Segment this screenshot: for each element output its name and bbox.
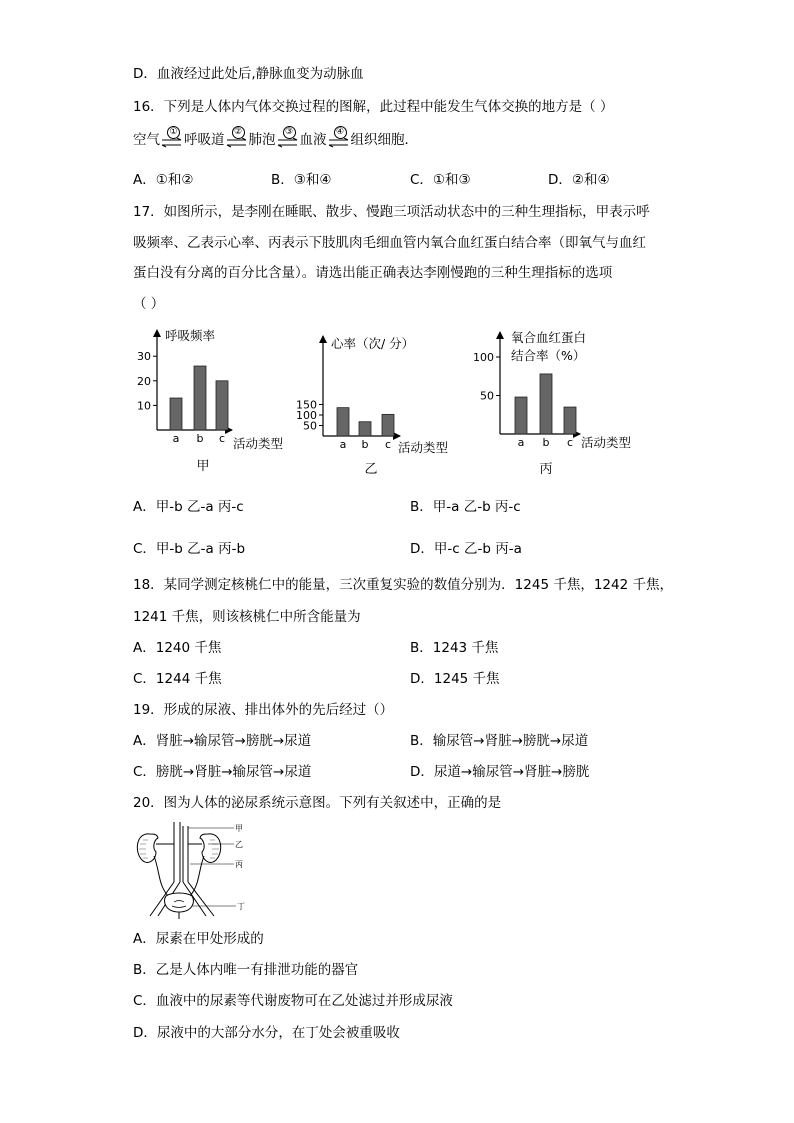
q16-option-b[interactable]: B．③和④ (271, 172, 332, 188)
bar-c (564, 407, 576, 434)
bar-a (337, 408, 349, 436)
category-label: a (517, 436, 525, 449)
q18-stem-line1: 18．某同学测定核桃仁中的能量，三次重复实验的数值分别为．1245 千焦，1242 千焦， (133, 577, 673, 593)
left-ureter (154, 856, 168, 896)
y-tick-label: 10 (137, 399, 151, 413)
chart-title: 氧合血红蛋白 (511, 330, 587, 345)
q17-answer-paren: （ ） (133, 296, 165, 312)
bladder (165, 893, 194, 912)
y-tick-label: 50 (480, 389, 494, 403)
chart-title-line2: 结合率（%） (511, 348, 586, 363)
q17-option-c[interactable]: C．甲-b 乙-a 丙-b (133, 541, 246, 557)
bar-b (359, 422, 371, 436)
q20-option-a[interactable]: A．尿素在甲处形成的 (133, 931, 264, 947)
category-label: b (196, 432, 204, 445)
category-label: a (172, 432, 180, 445)
q20-option-d[interactable]: D．尿液中的大部分水分，在丁处会被重吸收 (133, 1025, 400, 1041)
chart-title: 心率（次/ 分） (331, 336, 415, 351)
right-ureter (190, 856, 204, 896)
q15-option-d: D．血液经过此处后,静脉血变为动脉血 (133, 66, 364, 82)
q16-chain (133, 127, 418, 152)
step-number-1: ① (167, 126, 180, 139)
y-tick-label: 50 (303, 419, 317, 433)
double-arrow-icon (226, 138, 248, 148)
q17-option-a[interactable]: A．甲-b 乙-a 丙-c (133, 499, 244, 515)
q17-stem-line2: 吸频率、乙表示心率、丙表示下肢肌肉毛细血管内氧合血红蛋白结合率（即氧气与血红 (133, 235, 646, 251)
x-axis-label: 活动类型 (398, 440, 449, 455)
chart-title: 呼吸频率 (165, 328, 216, 343)
q18-stem-line2: 1241 千焦，则该核桃仁中所含能量为 (133, 609, 361, 625)
bar-c (216, 381, 228, 430)
bar-c (382, 414, 394, 436)
bar-b (194, 366, 206, 430)
q17-option-d[interactable]: D．甲-c 乙-b 丙-a (410, 541, 522, 557)
q16-stem: 16．下列是人体内气体交换过程的图解，此过程中能发生气体交换的地方是（ ） (133, 99, 614, 115)
category-label: c (384, 438, 392, 451)
q16-option-a[interactable]: A．①和② (133, 172, 194, 188)
step-number-3: ③ (283, 126, 296, 139)
q20-option-b[interactable]: B．乙是人体内唯一有排泄功能的器官 (133, 962, 359, 978)
chart-caption: 甲 (196, 459, 210, 474)
chart-oxyhemoglobin-rate (473, 330, 631, 477)
chart-caption: 丙 (539, 462, 553, 477)
chain-node-blood: 血液 (299, 132, 327, 148)
q18-option-d[interactable]: D．1245 千焦 (410, 671, 500, 687)
exchange-arrow-1 (161, 127, 183, 148)
exchange-arrow-3 (277, 127, 299, 148)
label-bing: 丙 (235, 860, 243, 869)
x-axis-label: 活动类型 (233, 436, 284, 451)
y-tick-label: 30 (137, 350, 151, 364)
label-jia: 甲 (235, 824, 243, 833)
chart-breathing-rate (137, 328, 283, 474)
x-axis-label: 活动类型 (581, 435, 632, 450)
q17-option-b[interactable]: B．甲-a 乙-b 丙-c (410, 499, 521, 515)
double-arrow-icon (277, 138, 299, 148)
bar-a (170, 398, 182, 430)
step-number-2: ② (232, 126, 245, 139)
q18-option-a[interactable]: A．1240 千焦 (133, 640, 222, 656)
q17-stem-line1: 17．如图所示，是李刚在睡眠、散步、慢跑三项活动状态中的三种生理指标，甲表示呼 (133, 204, 650, 220)
chain-node-airway: 呼吸道 (184, 132, 225, 148)
chain-node-tissue-cells: 组织细胞． (350, 132, 418, 148)
label-yi: 乙 (235, 840, 243, 849)
q18-option-c[interactable]: C．1244 千焦 (133, 671, 222, 687)
q17-charts (0, 320, 794, 490)
y-tick-label: 100 (296, 409, 317, 422)
y-tick-label: 20 (137, 374, 151, 388)
exchange-arrow-4 (328, 127, 350, 148)
y-tick-label: 150 (296, 398, 317, 412)
q19-option-d[interactable]: D．尿道→输尿管→肾脏→膀胱 (410, 764, 590, 780)
q16-option-d[interactable]: D．②和④ (548, 172, 610, 188)
bar-b (540, 374, 552, 434)
chart-heart-rate (296, 336, 448, 477)
step-number-4: ④ (334, 126, 347, 139)
y-tick-label: 100 (473, 351, 494, 364)
bar-a (515, 397, 527, 434)
q19-option-a[interactable]: A．肾脏→输尿管→膀胱→尿道 (133, 733, 312, 749)
category-label: c (566, 436, 574, 449)
chain-node-air: 空气 (133, 132, 160, 148)
q19-stem: 19．形成的尿液、排出体外的先后经过（） (133, 702, 394, 718)
chain-node-alveoli: 肺泡 (248, 132, 276, 148)
q20-option-c[interactable]: C．血液中的尿素等代谢废物可在乙处滤过并形成尿液 (133, 993, 453, 1009)
q17-stem-line3: 蛋白没有分离的百分比含量）。请选出能正确表达李刚慢跑的三种生理指标的选项 (133, 265, 613, 281)
q19-option-c[interactable]: C．膀胱→肾脏→输尿管→尿道 (133, 764, 312, 780)
urinary-system-diagram (128, 822, 258, 920)
q18-option-b[interactable]: B．1243 千焦 (410, 640, 499, 656)
double-arrow-icon (161, 138, 183, 148)
category-label: c (218, 432, 226, 445)
q20-stem: 20．图为人体的泌尿系统示意图。下列有关叙述中，正确的是 (133, 795, 502, 811)
chart-caption: 乙 (364, 462, 378, 477)
double-arrow-icon (328, 138, 350, 148)
category-label: a (339, 438, 347, 451)
label-ding: 丁 (237, 902, 245, 911)
q19-option-b[interactable]: B．输尿管→肾脏→膀胱→尿道 (410, 733, 589, 749)
category-label: b (542, 436, 550, 449)
category-label: b (361, 438, 369, 451)
exchange-arrow-2 (226, 127, 248, 148)
q16-option-c[interactable]: C．①和③ (410, 172, 471, 188)
